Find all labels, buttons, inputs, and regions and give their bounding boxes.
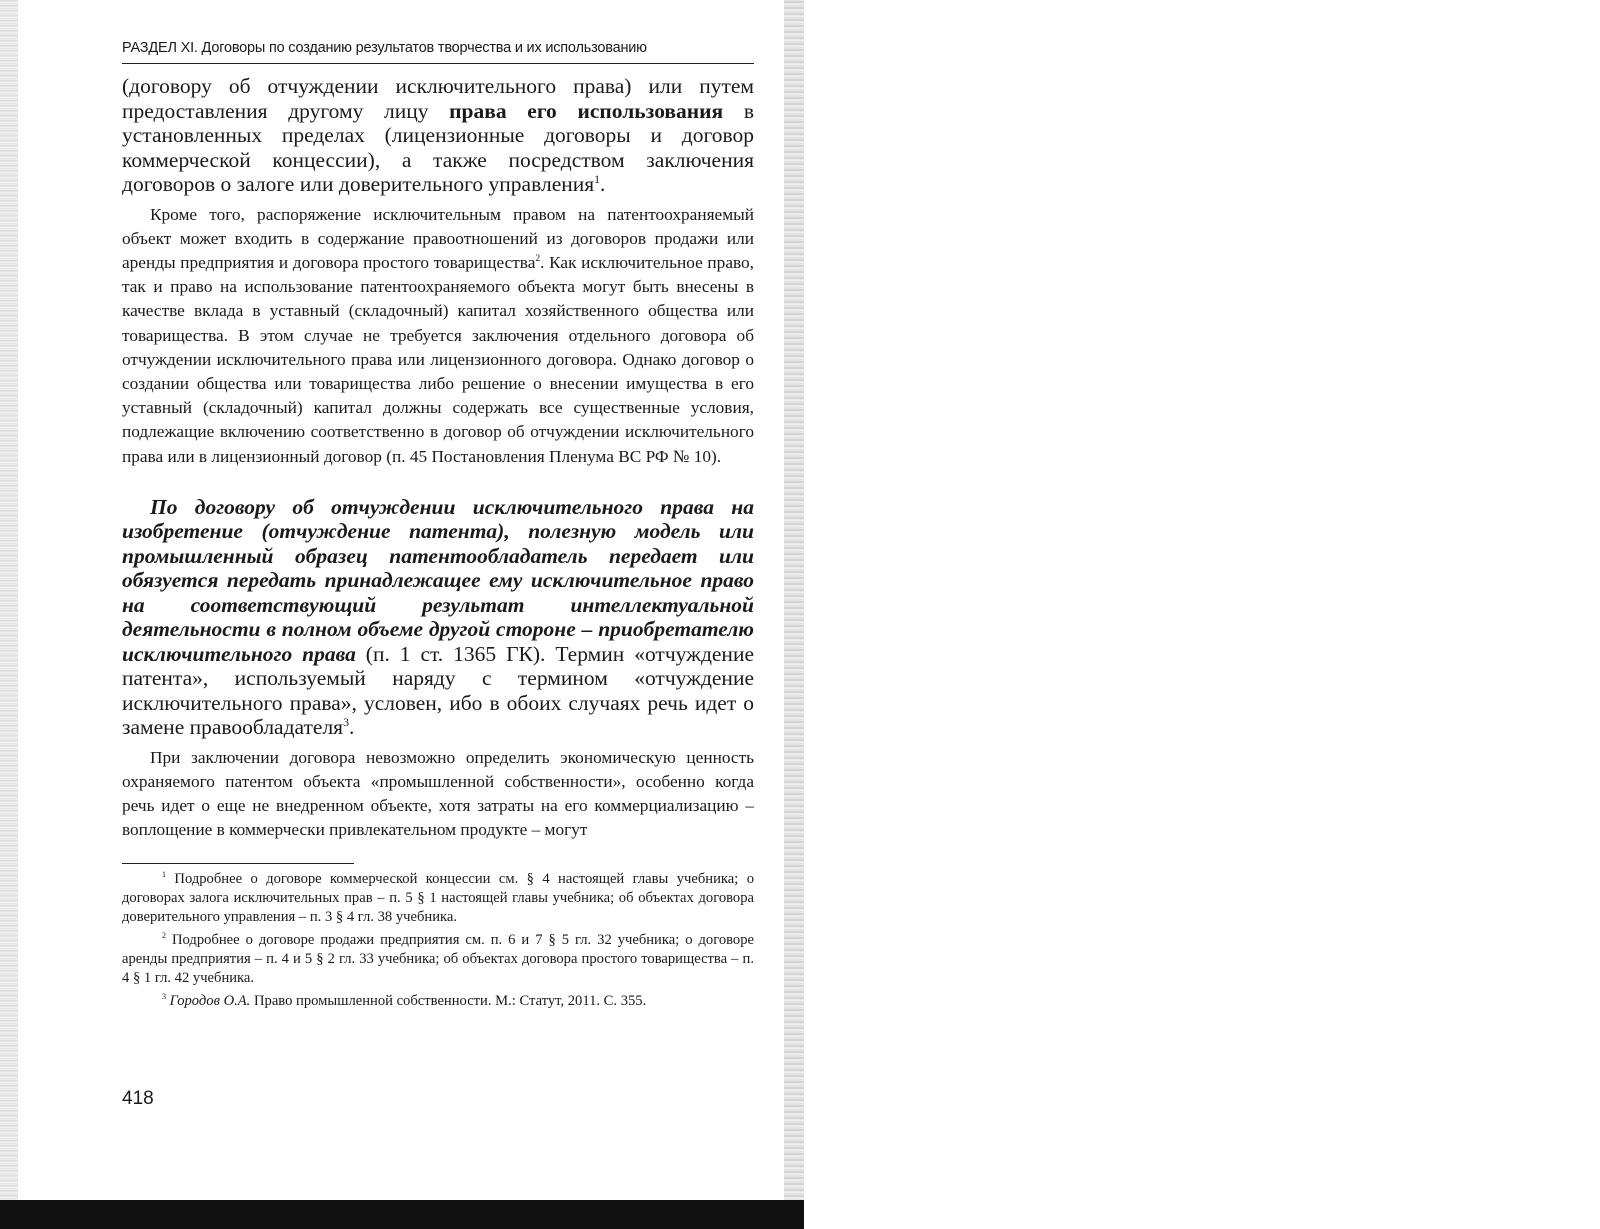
footnote-1-number: 1 xyxy=(162,869,167,879)
footnote-2 xyxy=(122,931,754,988)
paragraph-1-text-c: в установленных пределах (лицензионные договоры и договор коммерческой концессии), а также посредством заключения договоров о залоге или доверительного управления xyxy=(122,98,755,196)
page-number: 418 xyxy=(122,1088,154,1109)
definition-paragraph xyxy=(122,495,754,740)
paragraph-1-text-d: . xyxy=(600,172,606,196)
paragraph-2-text-a: Кроме того, распоряжение исключительным правом на патентоохраняемый объект может входить в содержание правоотношений из договоров продажи или аренды предприятия и договора простого товарищества xyxy=(122,204,754,272)
paragraph-2-text-b: . Как исключительное право, так и право на использование патентоохраняемого объекта могут быть внесены в качестве вклада в уставный (складочный) капитал хозяйственного общества или товарищества. В этом случае не требуется заключения отдельного договора об отчуждении исключительного права или лицензионного договора. Однако договор о создании общества или товарищества либо решение о внесении имущества в его уставный (складочный) капитал должны содержать все существенные условия, подлежащие включению соответственно в договор об отчуждении исключительного права или в лицензионный договор (п. 45 Постановления Пленума ВС РФ № 10). xyxy=(122,252,754,466)
definition-text-c: . xyxy=(348,715,355,740)
paragraph-4: При заключении договора невозможно определить экономическую ценность охраняемого патентом объекта «промышленной собственности», особенно когда речь идет о еще не внедренном объекте, хотя затраты на его коммерциализацию – воплощение в коммерчески привлекательном продукте – могут xyxy=(122,747,754,840)
book-page xyxy=(122,40,754,1011)
footnote-3-author: Городов О.А. xyxy=(169,992,251,1009)
scan-edge-right xyxy=(784,0,804,1200)
paragraph-1-text-a: (договору об отчуждении исключительного права) или путем предоставления другому лицу xyxy=(122,74,754,123)
definition-bold-italic: По договору об отчуждении исключительного права на изобретение (отчуждение патента), полезную модель или промышленный образец патентообладатель передает или обязуется передать принадлежащее ему исключительное право на соответствующий результат интеллектуальной деятельности в полном объеме другой стороне – приобретателю исключительного права xyxy=(122,494,754,666)
footnote-ref-2: 2 xyxy=(535,254,541,265)
definition-text-b: (п. 1 ст. 1365 ГК). Термин «отчуждение патента», используемый наряду с термином «отчуждение исключительного права», условен, ибо в обоих случаях речь идет о замене правообладателя xyxy=(122,641,754,740)
scan-bottom-border xyxy=(0,1200,804,1229)
footnote-3 xyxy=(122,992,754,1011)
paragraph-1 xyxy=(122,74,754,197)
footnote-3-number: 3 xyxy=(162,991,167,1001)
footnote-3-text: Право промышленной собственности. М.: Статут, 2011. С. 355. xyxy=(250,992,647,1009)
footnote-2-number: 2 xyxy=(162,930,167,940)
footnote-2-text: Подробнее о договоре продажи предприятия см. п. 6 и 7 § 5 гл. 32 учебника; о договоре аренды предприятия – п. 4 и 5 § 2 гл. 33 учебника; об объектах договора простого товарищества – п. 4 § 1 гл. 42 учебника. xyxy=(122,931,755,986)
footnote-ref-1: 1 xyxy=(594,171,601,186)
footnote-divider xyxy=(122,863,354,864)
paragraph-1-bold: права его использования xyxy=(449,98,724,123)
scan-edge-left xyxy=(0,0,18,1229)
running-head: РАЗДЕЛ XI. Договоры по созданию результатов творчества и их использованию xyxy=(122,40,754,64)
footnote-1 xyxy=(122,870,754,927)
paragraph-2 xyxy=(122,203,754,469)
footnote-ref-3: 3 xyxy=(343,715,349,730)
footnote-1-text: Подробнее о договоре коммерческой концессии см. § 4 настоящей главы учебника; о договорах залога исключительных прав – п. 5 § 1 настоящей главы учебника; об объектах договора доверительного управления – п. 3 § 4 гл. 38 учебника. xyxy=(122,870,754,925)
